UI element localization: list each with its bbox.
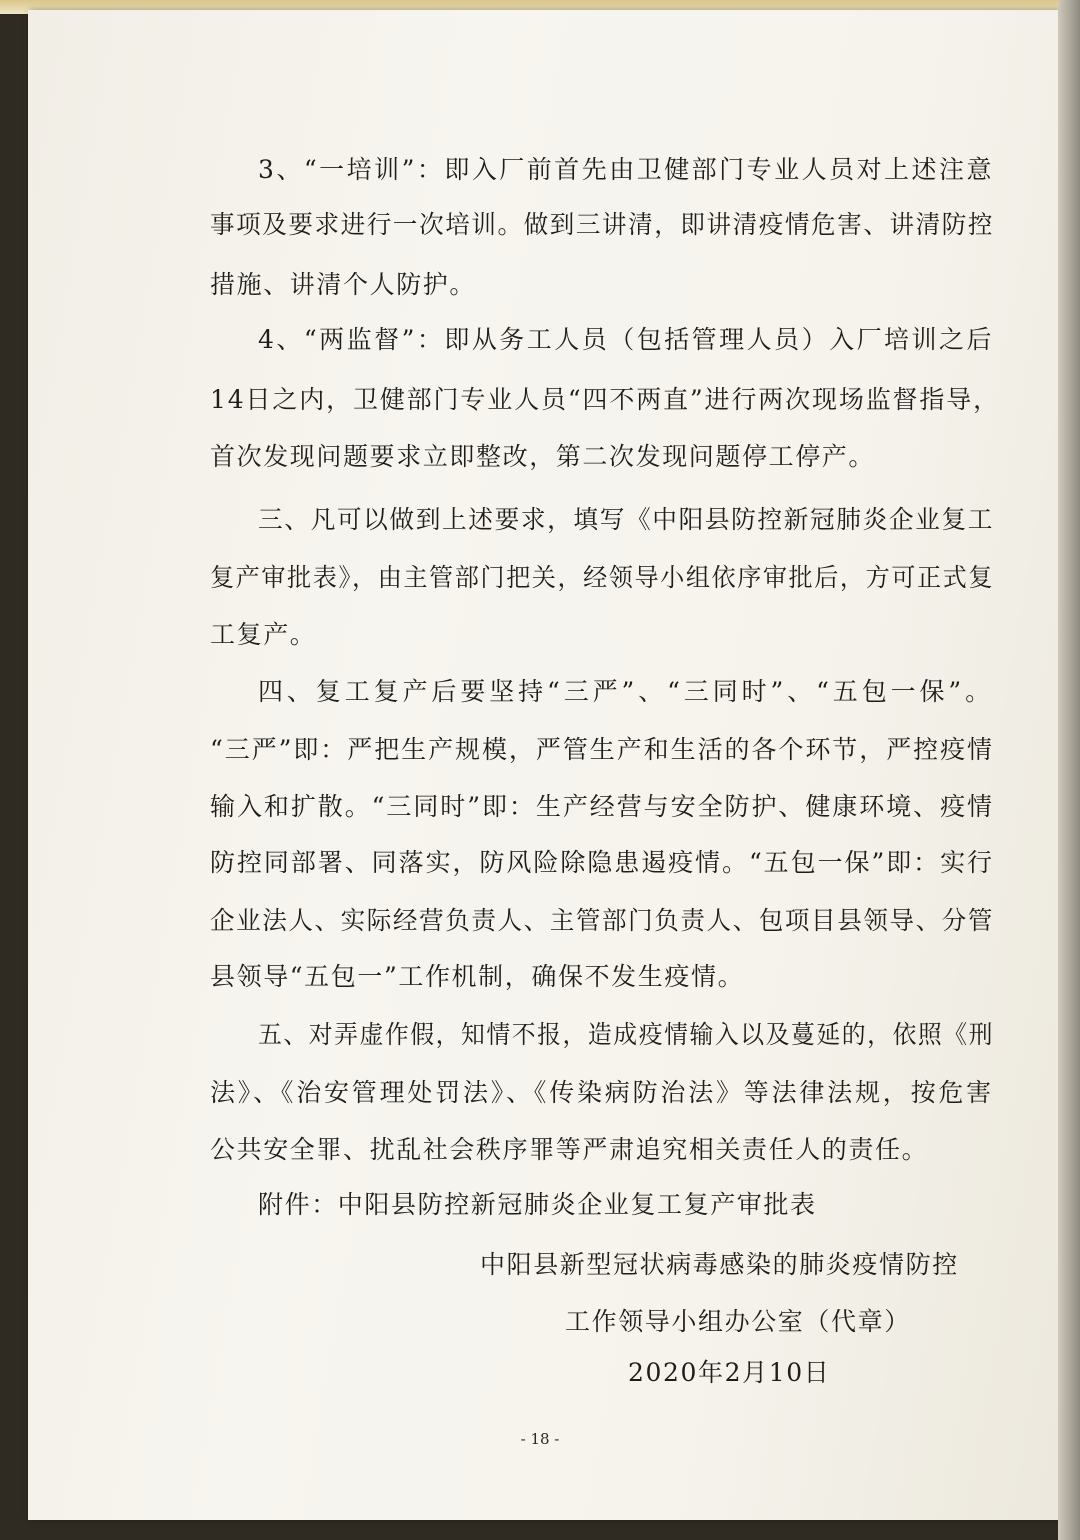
body-line: 县领导“五包一”工作机制，确保不发生疫情。: [210, 962, 745, 991]
body-line: 14日之内，卫健部门专业人员“四不两直”进行两次现场监督指导，: [210, 385, 1000, 414]
body-line: 工复产。: [210, 620, 317, 649]
body-line: 复产审批表》，由主管部门把关，经领导小组依序审批后，方可正式复: [210, 563, 994, 592]
body-line: 4、“两监督”：即从务工人员（包括管理人员）入厂培训之后: [258, 325, 994, 354]
body-line: 三、凡可以做到上述要求，填写《中阳县防控新冠肺炎企业复工: [258, 505, 994, 534]
signature-org-line-1: 中阳县新型冠状病毒感染的肺炎疫情防控: [480, 1250, 959, 1279]
body-line: 3、“一培训”：即入厂前首先由卫健部门专业人员对上述注意: [258, 155, 994, 184]
body-line: 四、复工复产后要坚持“三严”、“三同时”、“五包一保”。: [258, 677, 994, 706]
body-line: 企业法人、实际经营负责人、主管部门负责人、包项目县领导、分管: [210, 906, 994, 935]
page-number: - 18 -: [520, 1430, 560, 1448]
body-line: 五、对弄虚作假，知情不报，造成疫情输入以及蔓延的，依照《刑: [258, 1020, 994, 1049]
page-right-edge: [1058, 0, 1080, 1540]
body-line: 事项及要求进行一次培训。做到三讲清，即讲清疫情危害、讲清防控: [210, 210, 994, 239]
signature-org-line-2: 工作领导小组办公室（代章）: [565, 1307, 911, 1336]
body-line: 公共安全罪、扰乱社会秩序罪等严肃追究相关责任人的责任。: [210, 1135, 929, 1164]
attachment-line: 附件：中阳县防控新冠肺炎企业复工复产审批表: [258, 1190, 817, 1219]
body-line: 输入和扩散。“三同时”即：生产经营与安全防护、健康环境、疫情: [210, 792, 994, 821]
signature-date: 2020年2月10日: [628, 1358, 831, 1387]
body-line: “三严”即：严把生产规模，严管生产和生活的各个环节，严控疫情: [210, 735, 994, 764]
body-line: 措施、讲清个人防护。: [210, 270, 477, 299]
body-line: 首次发现问题要求立即整改，第二次发现问题停工停产。: [210, 442, 876, 471]
body-line: 法》、《治安管理处罚法》、《传染病防治法》等法律法规，按危害: [210, 1078, 994, 1107]
body-line: 防控同部署、同落实，防风险除隐患遏疫情。“五包一保”即：实行: [210, 848, 994, 877]
